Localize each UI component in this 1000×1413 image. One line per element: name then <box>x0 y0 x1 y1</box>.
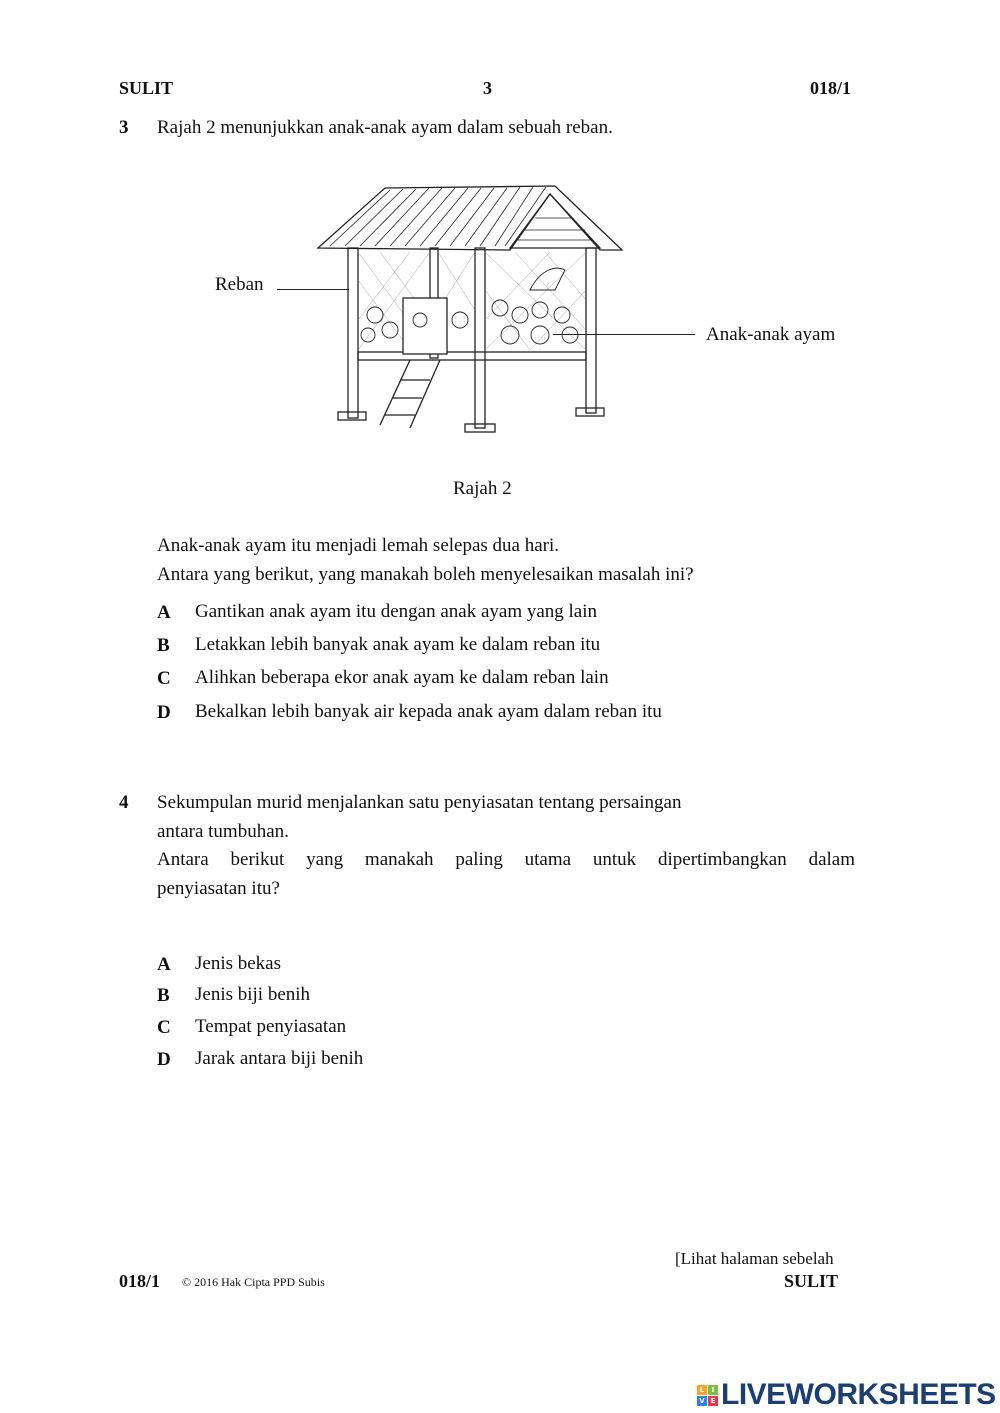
option-letter: A <box>157 602 171 623</box>
question-4-line3: Antara berikut yang manakah paling utama untuk dipertimbangkan dalam <box>157 849 855 870</box>
option-letter: D <box>157 702 171 723</box>
question-4-line2: antara tumbuhan. <box>157 821 289 842</box>
question-3-stem-line1: Anak-anak ayam itu menjadi lemah selepas dua hari. <box>157 535 560 556</box>
question-3-number: 3 <box>119 117 129 138</box>
chicken-coop-illustration <box>300 180 640 440</box>
option-letter: A <box>157 954 171 975</box>
option-letter: D <box>157 1049 171 1070</box>
question-3-stem-line2: Antara yang berikut, yang manakah boleh menyelesaikan masalah ini? <box>157 564 694 585</box>
badge-letter: E <box>708 1396 718 1406</box>
figure-caption: Rajah 2 <box>453 478 512 499</box>
option-letter: B <box>157 985 170 1006</box>
option-text: Tempat penyiasatan <box>195 1016 347 1037</box>
liveworksheets-watermark <box>697 1378 996 1412</box>
footer-next-page: [Lihat halaman sebelah <box>675 1249 834 1268</box>
question-3-intro: Rajah 2 menunjukkan anak-anak ayam dalam sebuah reban. <box>157 117 613 138</box>
chicks-leader-line <box>553 334 695 335</box>
figure-label-reban: Reban <box>215 274 264 295</box>
question-4-line4: penyiasatan itu? <box>157 878 280 899</box>
option-text: Gantikan anak ayam itu dengan anak ayam yang lain <box>195 601 598 622</box>
footer-copyright: © 2016 Hak Cipta PPD Subis <box>182 1275 325 1289</box>
option-text: Bekalkan lebih banyak air kepada anak ayam dalam reban itu <box>195 701 662 722</box>
option-letter: C <box>157 668 171 689</box>
footer-code: 018/1 <box>119 1271 161 1291</box>
option-text: Jenis bekas <box>195 953 282 974</box>
question-4-line1: Sekumpulan murid menjalankan satu penyiasatan tentang persaingan <box>157 792 682 813</box>
header-code: 018/1 <box>810 78 852 98</box>
badge-letter: L <box>697 1385 707 1395</box>
liveworksheets-badge-icon <box>697 1385 718 1406</box>
option-letter: C <box>157 1017 171 1038</box>
option-text: Jenis biji benih <box>195 984 311 1005</box>
option-text: Jarak antara biji benih <box>195 1048 364 1069</box>
figure-label-anak-ayam: Anak-anak ayam <box>706 324 836 345</box>
header-page-number: 3 <box>483 78 492 98</box>
option-text: Letakkan lebih banyak anak ayam ke dalam reban itu <box>195 634 601 655</box>
question-4-number: 4 <box>119 792 129 813</box>
liveworksheets-wordmark: LIVEWORKSHEETS <box>721 1378 996 1411</box>
option-letter: B <box>157 635 170 656</box>
header-sulit: SULIT <box>119 78 174 98</box>
badge-letter: I <box>708 1385 718 1395</box>
badge-letter: V <box>697 1396 707 1406</box>
reban-leader-line <box>277 289 349 290</box>
option-text: Alihkan beberapa ekor anak ayam ke dalam reban lain <box>195 667 609 688</box>
footer-sulit: SULIT <box>784 1271 839 1291</box>
